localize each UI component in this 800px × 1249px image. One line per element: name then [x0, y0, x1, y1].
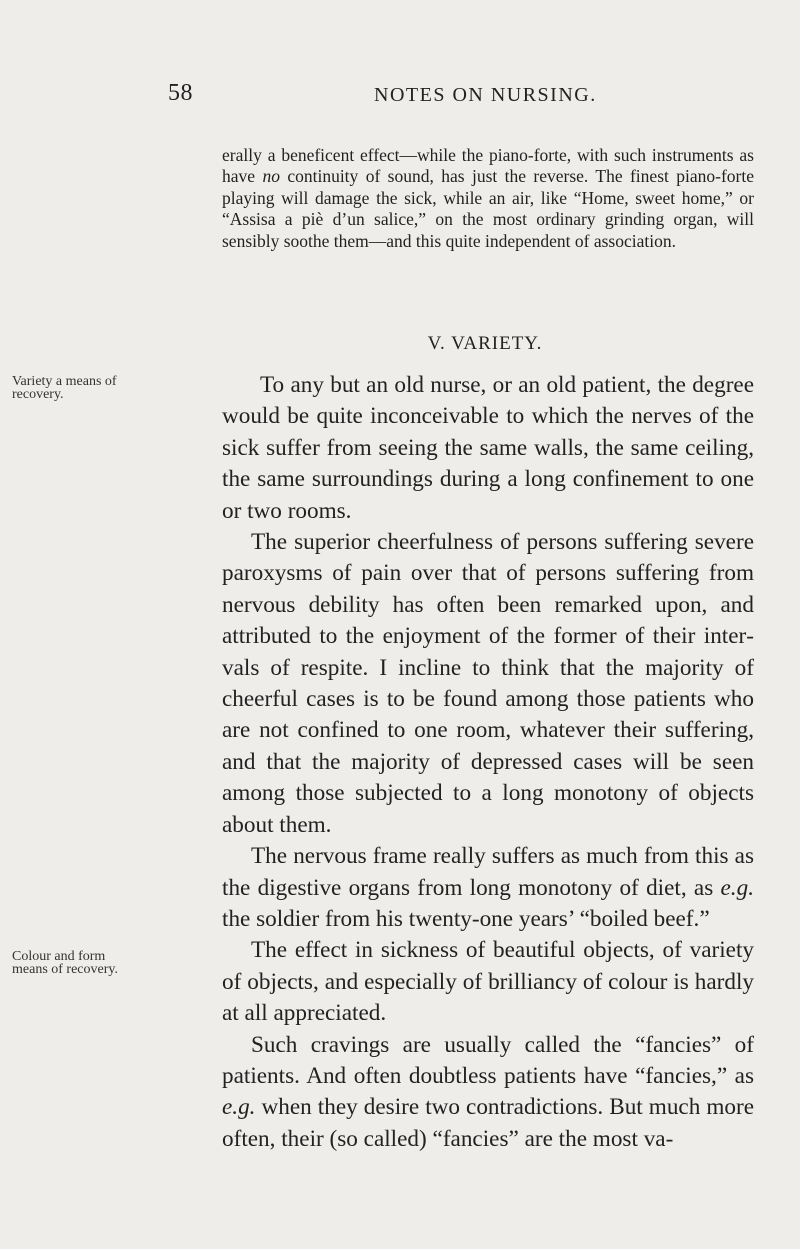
paragraph-4: The effect in sickness of beautiful objects, of variety of objects, and especially of brilliancy of colour is hardly at all appreciated. — [222, 937, 754, 1027]
intro-emphasis: no — [262, 166, 280, 187]
paragraph-2: The superior cheerfulness of persons suffering severe paroxysms of pain over that of persons suffering from nervous debility has often been remarked upon, and attributed to the enjoyment of the former of their intervals of respite. I incline to think that the majority of cheerful cases is to be found among those patients who are not confined to one room, whatever their suffering, and that the majority of depressed cases will be seen among those subjected to a long monotony of objects about them. — [222, 529, 754, 838]
intro-text-1: erally a beneficent effect—while the piano-forte, with such instruments as have — [222, 145, 754, 187]
margin-note-colour: Colour and form means of recovery. — [12, 949, 118, 977]
section-heading: V. VARIETY. — [427, 333, 543, 354]
paragraph-3-text-2: the soldier from his twenty-one years’ “boiled beef.” — [222, 905, 710, 932]
intro-text-2: continuity of sound, has just the reverse. The finest piano-forte playing will damage the sick, while an air, like “Home, sweet home,” or “Assisa a piè d’un salice,” on the most ordinary grinding organ, will sensibly soothe them—and this quite independent of association. — [222, 166, 754, 251]
paragraph-1: To any but an old nurse, or an old patient, the degree would be quite inconceivable to which the nerves of the sick suffer from seeing the same walls, the same ceiling, the same surroundings during a long confinement to one or two rooms. — [222, 372, 754, 524]
paragraph-3-emphasis: e.g. — [720, 874, 754, 901]
paragraph-5-text-2: when they desire two contradictions. But much more often, their (so called) “fancies” are the most va- — [222, 1094, 754, 1152]
margin-note-variety: Variety a means of recovery. — [12, 374, 117, 402]
page-number: 58 — [168, 80, 193, 106]
body-text — [222, 370, 754, 1155]
paragraph-3-text-1: The nervous frame really suffers as much from this as the digestive organs from long monotony of diet, as — [222, 843, 754, 901]
paragraph-5-text-1: Such cravings are usually called the “fancies” of patients. And often doubtless patients have “fancies,” as — [222, 1031, 754, 1089]
intro-paragraph — [222, 145, 754, 252]
running-head: NOTES ON NURSING. — [374, 84, 597, 106]
paragraph-3 — [222, 841, 754, 935]
paragraph-5-emphasis: e.g. — [222, 1094, 256, 1121]
paragraph-5 — [222, 1030, 754, 1156]
